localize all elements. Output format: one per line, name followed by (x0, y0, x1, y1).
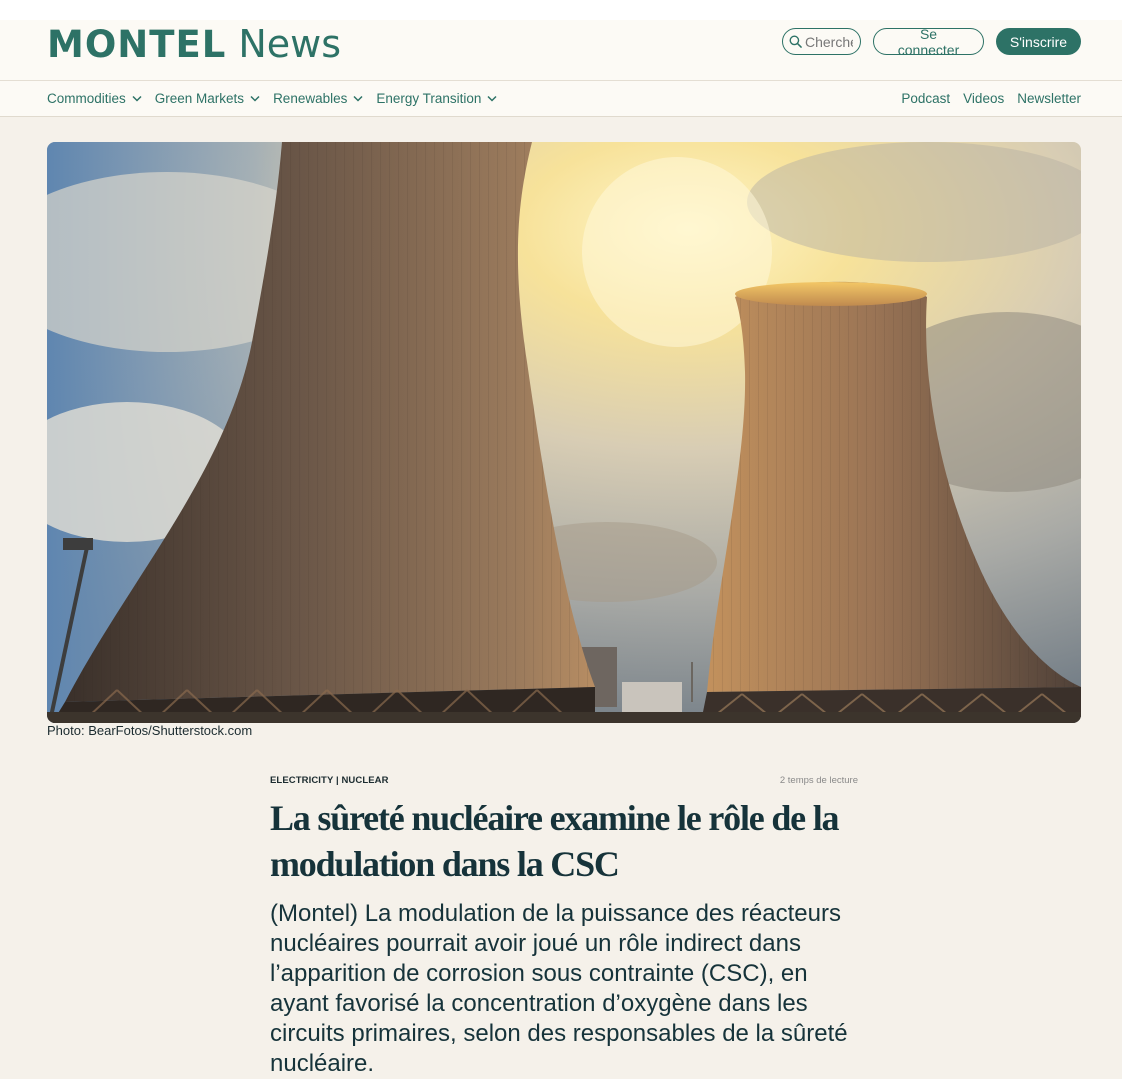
signup-button[interactable]: S'inscrire (996, 28, 1081, 55)
chevron-down-icon (487, 95, 497, 102)
nav-item-label: Green Markets (154, 91, 245, 106)
nav-item-label: Renewables (273, 91, 348, 106)
nav-menu-left (47, 81, 497, 116)
chevron-down-icon (353, 95, 363, 102)
nav-menu-right (901, 81, 1081, 116)
nav-item-commodities[interactable] (47, 91, 142, 106)
search-icon (789, 35, 802, 48)
nav-item-label: Commodities (47, 91, 126, 106)
nav-item-green-markets[interactable] (155, 91, 260, 106)
hero-image (47, 142, 1081, 723)
nav-link-videos[interactable]: Videos (963, 91, 1005, 106)
top-strip (0, 0, 1122, 20)
nav-link-podcast[interactable]: Podcast (901, 91, 951, 106)
search-input[interactable] (805, 34, 853, 50)
header-actions (782, 25, 1081, 58)
read-time: 2 temps de lecture (779, 774, 858, 786)
article-meta (270, 773, 858, 787)
photo-credit: Photo: BearFotos/Shutterstock.com (47, 723, 253, 738)
nav-link-newsletter[interactable]: Newsletter (1017, 91, 1081, 106)
article-title: La sûreté nucléaire examine le rôle de la modulation dans la CSC (270, 798, 839, 884)
article-category[interactable]: ELECTRICITY | NUCLEAR (270, 774, 389, 786)
nav-item-label: Energy Transition (376, 91, 482, 106)
montel-news-logo[interactable] (47, 24, 341, 65)
chevron-down-icon (250, 95, 260, 102)
search-box[interactable] (782, 28, 861, 55)
nav-item-renewables[interactable] (273, 91, 363, 106)
chevron-down-icon (132, 95, 142, 102)
login-button[interactable]: Se connecter (873, 28, 984, 55)
nav-item-energy-transition[interactable] (376, 91, 497, 106)
article-lead: (Montel) La modulation de la puissance des réacteurs nucléaires pourrait avoir joué un rôle indirect dans l’apparition de corrosion sous contrainte (CSC), en ayant favorisé la concentration d’oxygène dans les circuits primaires, selon des responsables de la sûreté nucléaire. (270, 900, 848, 1077)
logo-news: News (238, 22, 342, 66)
article (270, 773, 858, 1079)
site-header (0, 20, 1122, 81)
logo-montel: MONTEL (47, 23, 227, 66)
main-nav (0, 81, 1122, 117)
cooling-towers-illustration (47, 142, 1081, 723)
